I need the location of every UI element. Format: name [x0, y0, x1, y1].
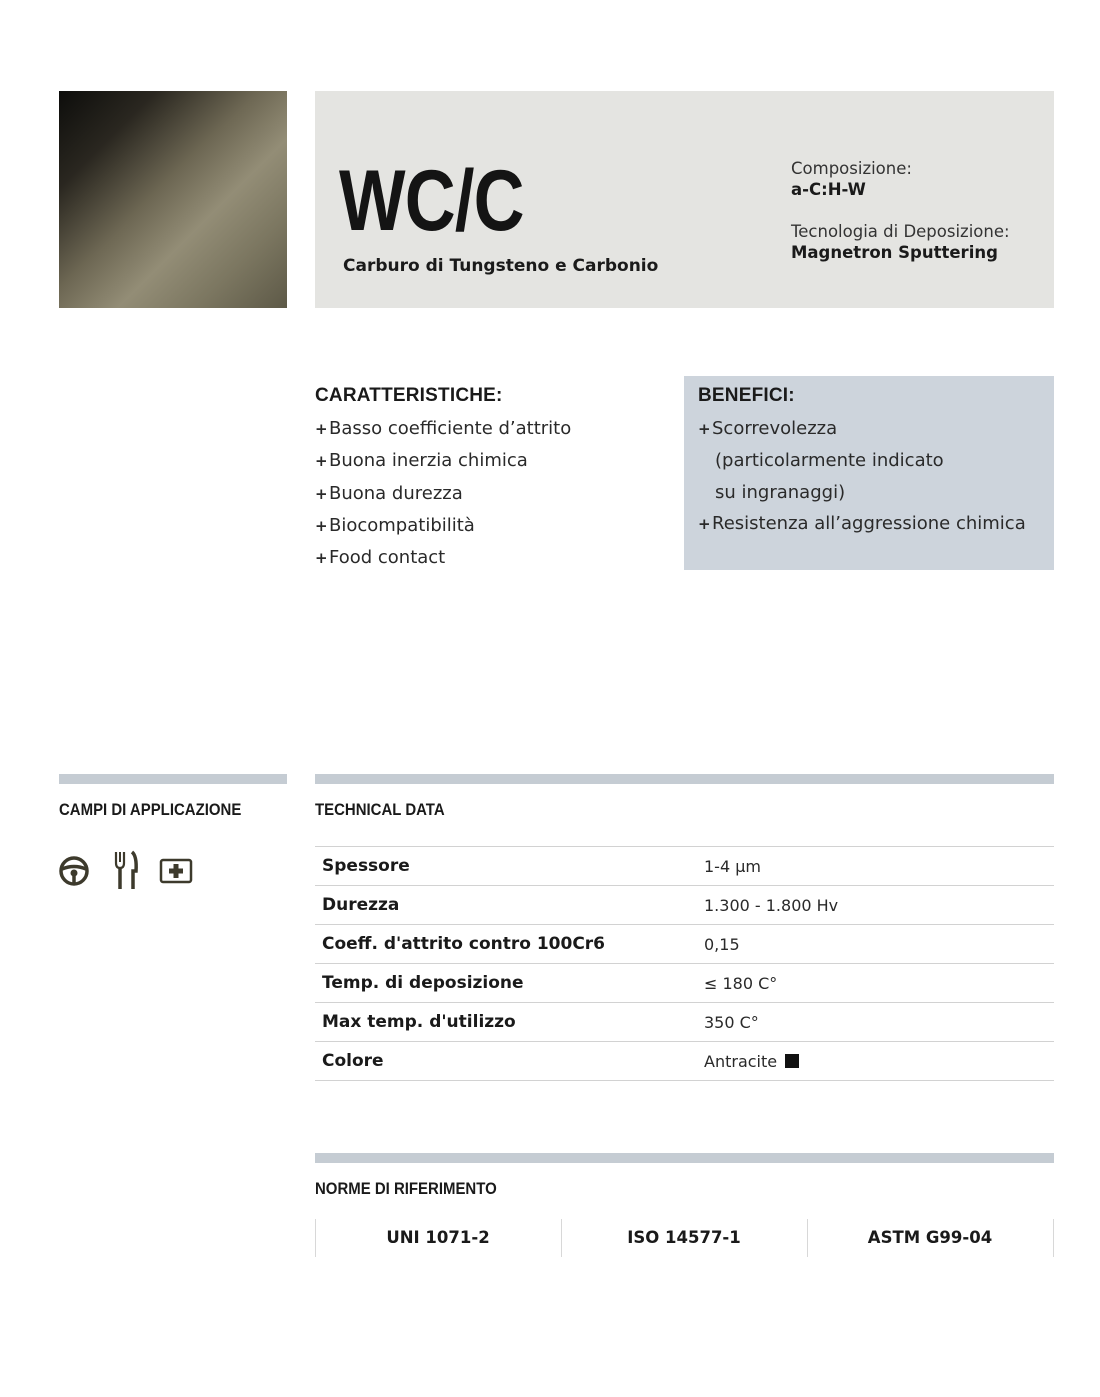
table-row [315, 885, 1054, 924]
row-value: Antracite [704, 1052, 799, 1071]
divider [1053, 1219, 1054, 1257]
list-item: +Food contact [315, 547, 446, 569]
row-value: 350 C° [704, 1013, 759, 1032]
product-title: WC/C [339, 153, 524, 249]
table-row [315, 1041, 1054, 1081]
row-label: Durezza [322, 895, 400, 915]
section-divider [59, 774, 287, 784]
fork-knife-icon [113, 850, 139, 892]
list-item: +Biocompatibilità [315, 514, 475, 536]
product-subtitle: Carburo di Tungsteno e Carbonio [343, 256, 659, 276]
technical-data-table [315, 846, 1054, 1081]
applications-heading: CAMPI DI APPLICAZIONE [59, 800, 242, 819]
norm-item: ASTM G99-04 [867, 1228, 993, 1247]
table-row [315, 1002, 1054, 1041]
norm-item: UNI 1071-2 [386, 1228, 490, 1247]
table-row [315, 963, 1054, 1002]
norm-item: ISO 14577-1 [627, 1228, 741, 1247]
row-value: 1.300 - 1.800 Hv [704, 896, 839, 915]
benefits-heading: BENEFICI: [698, 385, 795, 406]
composition-label: Composizione: [791, 159, 912, 178]
list-item: +Basso coefficiente d’attrito [315, 418, 572, 439]
steering-wheel-icon [59, 850, 89, 892]
table-row [315, 924, 1054, 963]
list-item: +Resistenza all’aggressione chimica [698, 512, 1026, 534]
section-divider [315, 774, 1054, 784]
color-chip [785, 1054, 799, 1068]
norms-row [315, 1219, 1054, 1257]
characteristics-heading: CARATTERISTICHE: [315, 385, 503, 406]
list-item: +Buona durezza [315, 482, 463, 504]
benefits-panel [684, 376, 1054, 570]
list-item-continuation: su ingranaggi) [715, 481, 846, 503]
benefits-list [698, 413, 1026, 540]
medical-kit-icon [159, 850, 193, 892]
technology-value: Magnetron Sputtering [791, 243, 998, 262]
row-label: Coeff. d'attrito contro 100Cr6 [322, 934, 606, 954]
row-value: 0,15 [704, 935, 740, 954]
technology-label: Tecnologia di Deposizione: [791, 222, 1010, 241]
row-label: Temp. di deposizione [322, 973, 524, 993]
composition-value: a-C:H-W [791, 180, 866, 199]
list-item: +Buona inerzia chimica [315, 450, 528, 472]
list-item: +Scorrevolezza [698, 418, 838, 439]
row-label: Max temp. d'utilizzo [322, 1012, 516, 1032]
section-divider [315, 1153, 1054, 1163]
row-value: 1-4 µm [704, 857, 761, 876]
row-value: ≤ 180 C° [704, 974, 778, 993]
row-label: Colore [322, 1051, 384, 1071]
norms-heading: NORME DI RIFERIMENTO [315, 1179, 497, 1198]
table-row [315, 846, 1054, 885]
color-swatch [59, 91, 287, 308]
list-item-continuation: (particolarmente indicato [715, 450, 944, 472]
technical-data-heading: TECHNICAL DATA [315, 800, 445, 819]
characteristics-list [315, 413, 571, 574]
row-label: Spessore [322, 856, 410, 876]
